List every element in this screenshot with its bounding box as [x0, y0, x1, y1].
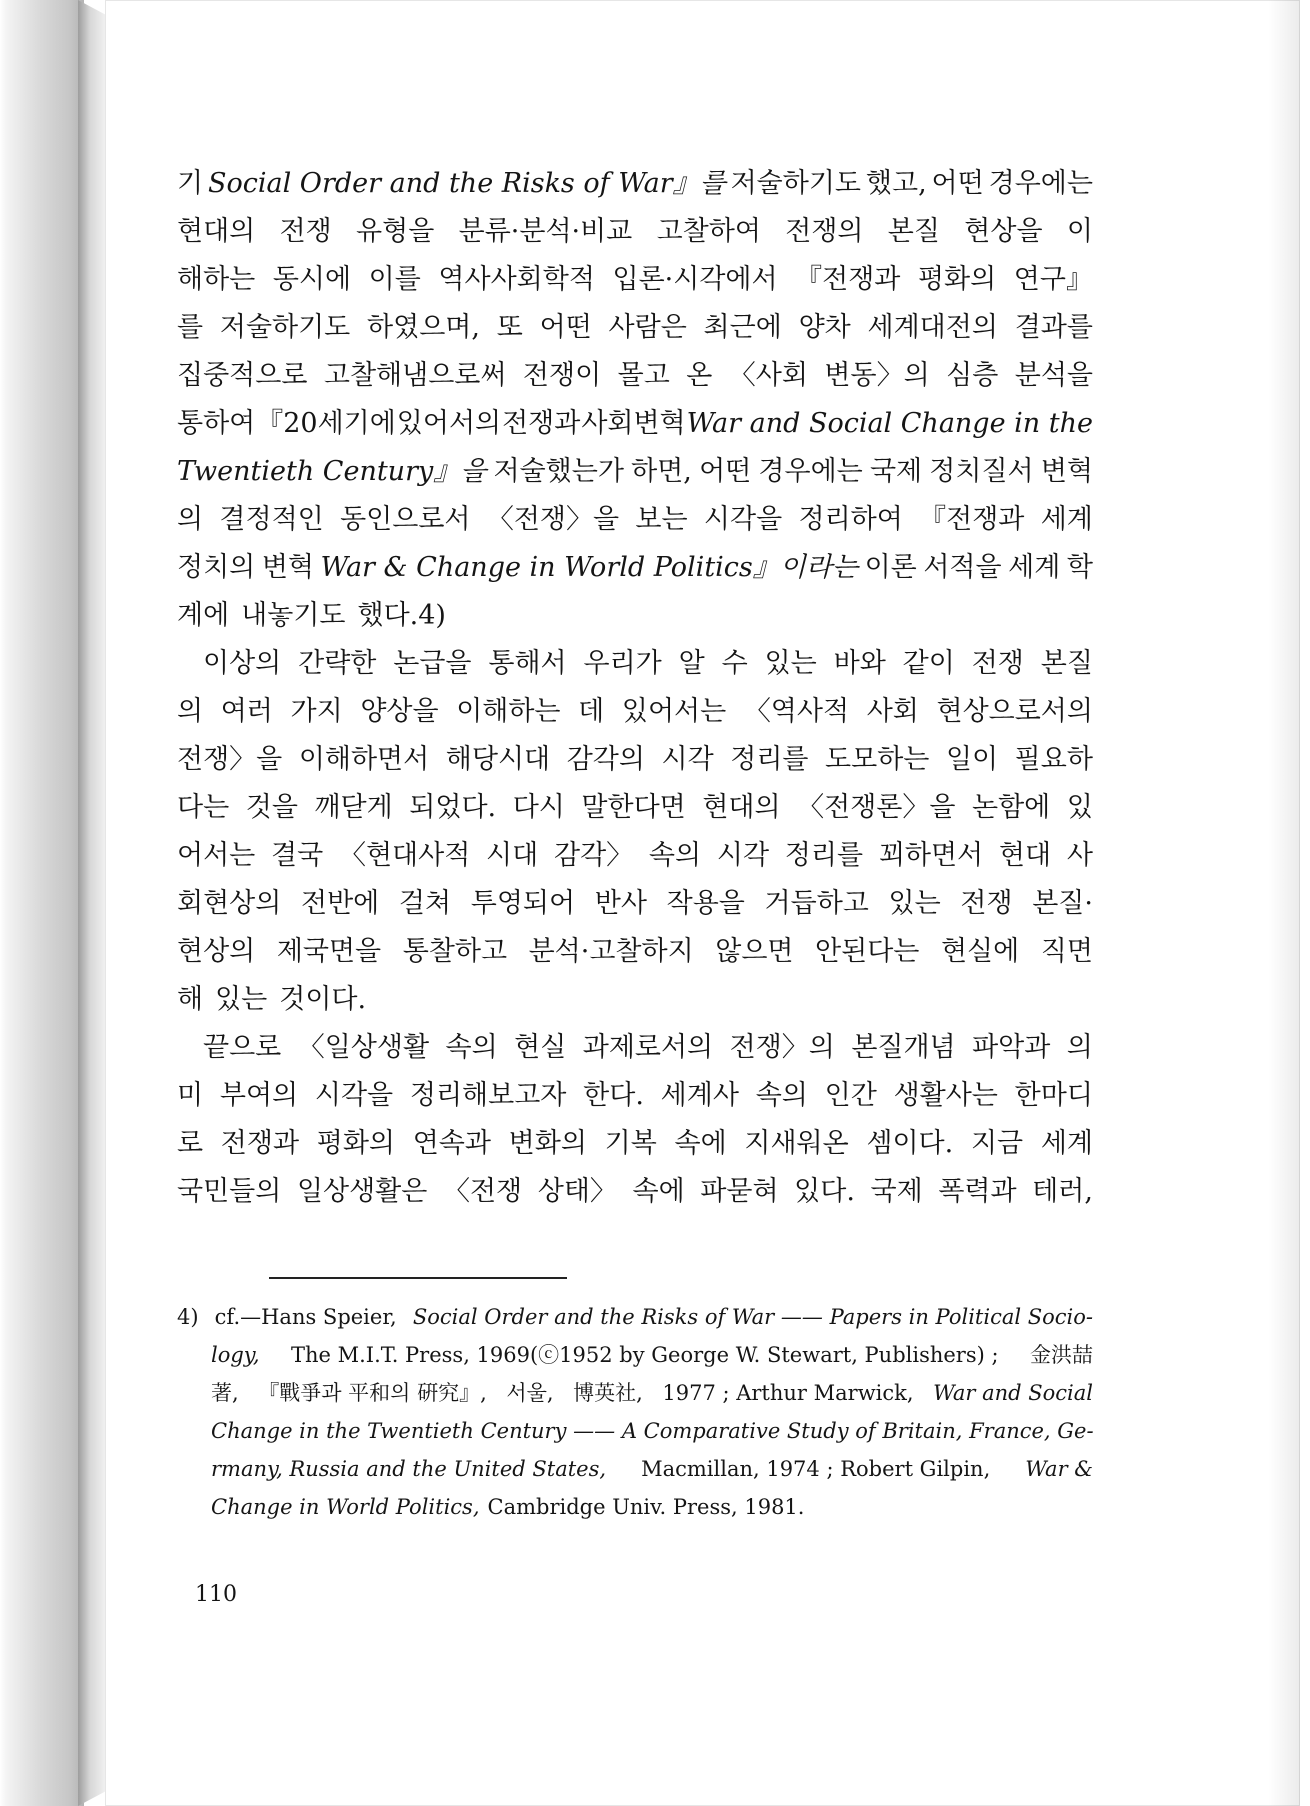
word: 시각을 — [703, 504, 783, 535]
word: 통찰하고 — [402, 936, 508, 967]
word: 작용을 — [666, 888, 745, 919]
word: 최근에 — [703, 312, 782, 343]
title-italic: Social Order and the Risks of War』를 — [207, 168, 726, 199]
word: 변혁 — [1040, 456, 1093, 487]
word: 내놓기도 — [241, 600, 346, 631]
word: 사 — [1066, 840, 1093, 871]
footnote-text: 金洪喆 — [1030, 1343, 1093, 1367]
title-italic: War and Social Change in the — [686, 408, 1093, 439]
word: 평화의 — [316, 1128, 395, 1159]
word: 간략한 — [298, 648, 377, 679]
word: 것이다. — [279, 984, 367, 1015]
title-italic: Twentieth Century』을 — [177, 456, 487, 487]
word: 『전쟁과 — [795, 264, 901, 295]
word: 알 — [678, 648, 705, 679]
word: 같이 — [902, 648, 955, 679]
word: 데 — [578, 696, 605, 727]
word: 해 — [177, 984, 204, 1015]
word: 평화의 — [917, 264, 997, 295]
word: 수 — [721, 648, 748, 679]
word: 미 — [177, 1080, 204, 1111]
word: 있어서의 — [396, 408, 502, 439]
word: 속의 — [755, 1080, 808, 1111]
word: 국제 — [869, 456, 923, 487]
text-line — [177, 256, 1093, 304]
footnote-line — [177, 1488, 1093, 1526]
word: 심층 — [946, 360, 999, 391]
word: 폭력과 — [938, 1176, 1017, 1207]
word: 바와 — [833, 648, 886, 679]
footnote-text: 1977 ; Arthur Marwick, — [662, 1381, 914, 1405]
word: 제국면을 — [276, 936, 382, 967]
text-line — [177, 400, 1093, 448]
footnote — [177, 1298, 1093, 1526]
word: 거듭하고 — [764, 888, 869, 919]
word: 정리를 — [784, 840, 864, 871]
word: 정치의 — [177, 552, 256, 583]
word: 역사사회학적 — [438, 264, 595, 295]
text-line — [177, 736, 1093, 784]
word: 감각〉 — [553, 840, 634, 871]
word: 유형을 — [356, 216, 435, 247]
word: 세계대전의 — [867, 312, 998, 343]
word: 세계 — [1008, 552, 1061, 583]
word: 사회 — [866, 696, 919, 727]
word: 〈전쟁〉을 — [486, 504, 620, 535]
footnote-text: 『戰爭과 平和의 硏究』, — [258, 1381, 487, 1405]
word: 논함에 — [972, 792, 1051, 823]
word: 했고, — [865, 168, 927, 199]
word: 상태〉 — [537, 1176, 617, 1207]
word: 로 — [177, 1128, 204, 1159]
word: 몰고 — [617, 360, 670, 391]
word: 해당시대 — [445, 744, 551, 775]
word: 변화의 — [508, 1128, 587, 1159]
word: 동인으로서 — [340, 504, 471, 535]
word: 현실 — [514, 1032, 567, 1063]
word: 또 — [496, 312, 523, 343]
word: 정리하여 — [798, 504, 903, 535]
word: 생활사는 — [893, 1080, 998, 1111]
word: 일이 — [945, 744, 999, 775]
text-line — [177, 352, 1093, 400]
footnote-line — [177, 1412, 1093, 1450]
word: 고찰하여 — [656, 216, 761, 247]
word: 반사 — [594, 888, 647, 919]
text-line — [177, 592, 1093, 640]
word: 현대 — [998, 840, 1052, 871]
word: 〈전쟁론〉을 — [797, 792, 956, 823]
word: 정리해보고자 — [409, 1080, 567, 1111]
word: 안된다는 — [815, 936, 920, 967]
word: 경우에는 — [758, 456, 863, 487]
word: 부여의 — [219, 1080, 299, 1111]
page-edge-shade — [1268, 0, 1300, 1806]
word: 회현상의 — [177, 888, 282, 919]
word: 되었다. — [409, 792, 497, 823]
text-line — [177, 1072, 1093, 1120]
footnote-text: The M.I.T. Press, 1969(ⓒ1952 by George W. Stewart, Publishers) ; — [290, 1343, 999, 1367]
word: 현상으로서의 — [936, 696, 1093, 727]
word: 다는 — [177, 792, 230, 823]
word: 『20세기에 — [256, 408, 396, 439]
word: 인간 — [824, 1080, 877, 1111]
word: 현상의 — [177, 936, 256, 967]
word: 분석을 — [1014, 360, 1093, 391]
word: 어떤 — [931, 168, 984, 199]
word: 고찰해냄으로써 — [323, 360, 507, 391]
word: 전쟁의 — [785, 216, 864, 247]
word: 셈이다. — [866, 1128, 954, 1159]
word: 결국 — [271, 840, 324, 871]
word: 저술하기도 — [730, 168, 862, 199]
text-line — [177, 1024, 1093, 1072]
word: 보는 — [635, 504, 688, 535]
word: 세계 — [1040, 1128, 1093, 1159]
word: 이해하면서 — [298, 744, 430, 775]
word: 의 — [177, 696, 204, 727]
word: 세계사 — [660, 1080, 739, 1111]
word: 전쟁이 — [522, 360, 602, 391]
word: 전쟁〉을 — [177, 744, 283, 775]
footnote-title-italic: rmany, Russia and the United States, — [211, 1457, 607, 1481]
footnote-title-italic: logy, — [211, 1343, 260, 1367]
word: 온 — [686, 360, 713, 391]
word: 속의 — [648, 840, 702, 871]
word: 저술하기도 — [219, 312, 351, 343]
word: 현실에 — [940, 936, 1020, 967]
word: 변동〉의 — [824, 360, 930, 391]
word: 한마디 — [1014, 1080, 1093, 1111]
word: 세계 — [1040, 504, 1093, 535]
word: 논급을 — [393, 648, 472, 679]
word: 변혁 — [261, 552, 314, 583]
word: 현대의 — [177, 216, 256, 247]
word: 끝으로 — [203, 1032, 282, 1063]
word: 현상을 — [964, 216, 1043, 247]
text-line — [177, 880, 1093, 928]
word: 시각 — [716, 840, 770, 871]
word: 필요하 — [1014, 744, 1093, 775]
word: 전쟁 — [971, 648, 1024, 679]
word: 과제로서의 — [582, 1032, 714, 1063]
word: 시각을 — [314, 1080, 394, 1111]
text-line — [177, 448, 1093, 496]
word: 도모하는 — [825, 744, 930, 775]
word: 이해하는 — [456, 696, 561, 727]
word: 이 — [1066, 216, 1093, 247]
word: 양상을 — [360, 696, 439, 727]
footnote-text: Macmillan, 1974 ; Robert Gilpin, — [641, 1457, 991, 1481]
title-italic: War & Change in World Politics』이라는 — [320, 552, 859, 583]
word: 테러, — [1032, 1176, 1093, 1207]
word: 파묻혀 — [700, 1176, 779, 1207]
word: 〈전쟁 — [442, 1176, 523, 1207]
footnote-number: 4) — [177, 1305, 199, 1329]
word: 가지 — [290, 696, 343, 727]
text-line — [177, 1120, 1093, 1168]
word: 기복 — [604, 1128, 657, 1159]
book-edge — [78, 0, 108, 1806]
word: 있다. — [794, 1176, 855, 1207]
word: 시대 — [486, 840, 539, 871]
word: 의 — [1066, 1032, 1093, 1063]
word: 전쟁 — [279, 216, 332, 247]
word: 시각 — [661, 744, 714, 775]
footnote-line — [177, 1450, 1093, 1488]
word: 결정적인 — [219, 504, 324, 535]
word: 계에 — [177, 600, 230, 631]
word: 해하는 — [177, 264, 256, 295]
word: 정치질서 — [929, 456, 1034, 487]
word: 정리를 — [730, 744, 809, 775]
footnote-text: 博英社, — [573, 1381, 643, 1405]
word: 국민들의 — [177, 1176, 282, 1207]
footnote-line — [177, 1336, 1093, 1374]
word: 서적을 — [923, 552, 1002, 583]
word: 지금 — [970, 1128, 1024, 1159]
body-text — [177, 160, 1093, 1216]
word: 분석·고찰하지 — [528, 936, 694, 967]
word: 〈일상생활 — [297, 1032, 430, 1063]
word: 우리가 — [583, 648, 662, 679]
word: 어서는 — [177, 840, 256, 871]
word: 꾀하면서 — [878, 840, 984, 871]
word: 감각의 — [566, 744, 645, 775]
word: 전반에 — [301, 888, 380, 919]
footnote-text: 서울, — [506, 1381, 554, 1405]
word: 속에 — [674, 1128, 727, 1159]
footnote-text: Cambridge Univ. Press, 1981. — [487, 1495, 805, 1519]
word: 속에 — [632, 1176, 685, 1207]
text-line — [177, 544, 1093, 592]
footnote-line — [177, 1298, 1093, 1336]
word: 입론·시각에서 — [612, 264, 778, 295]
word: 양차 — [798, 312, 851, 343]
word: 통해서 — [488, 648, 567, 679]
word: 하면, — [631, 456, 692, 487]
footnote-text: 著, — [211, 1381, 239, 1405]
footnote-title-italic: War and Social — [933, 1381, 1093, 1405]
word: 를 — [177, 312, 204, 343]
word: 있는 — [888, 888, 941, 919]
text-line — [177, 160, 1093, 208]
word: 있 — [1066, 792, 1093, 823]
word: 한다. — [583, 1080, 644, 1111]
word: 하였으며, — [367, 312, 480, 343]
text-line — [177, 976, 1093, 1024]
word: 걸쳐 — [398, 888, 452, 919]
text-line — [177, 928, 1093, 976]
text-line — [177, 1168, 1093, 1216]
word: 연속과 — [412, 1128, 491, 1159]
word: 것을 — [245, 792, 298, 823]
word: 깨닫게 — [314, 792, 393, 823]
word: 국제 — [870, 1176, 923, 1207]
text-line — [177, 496, 1093, 544]
text-line — [177, 688, 1093, 736]
word: 현대의 — [702, 792, 781, 823]
text-line — [177, 640, 1093, 688]
footnote-reference: 했다.4) — [357, 600, 446, 631]
word: 전쟁과 — [502, 408, 581, 439]
text-line — [177, 304, 1093, 352]
word: 본질 — [887, 216, 940, 247]
text-line — [177, 784, 1093, 832]
footnote-text: cf.—Hans Speier, — [214, 1305, 397, 1329]
word: 기 — [177, 168, 204, 199]
word: 여러 — [220, 696, 273, 727]
word: 경우에는 — [988, 168, 1093, 199]
word: 투영되어 — [470, 888, 576, 919]
word: 연구』 — [1013, 264, 1093, 295]
word: 어떤 — [539, 312, 592, 343]
word: 전쟁과 — [220, 1128, 300, 1159]
word: 이상의 — [203, 648, 282, 679]
word: 지새워온 — [744, 1128, 849, 1159]
word: 이를 — [368, 264, 421, 295]
word: 있는 — [764, 648, 817, 679]
word: 학 — [1066, 552, 1093, 583]
word: 말한다면 — [581, 792, 686, 823]
footnote-title-italic: Change in the Twentieth Century —— A Comparative Study of Britain, France, Ge- — [211, 1419, 1094, 1443]
word: 다시 — [512, 792, 565, 823]
word: 속의 — [445, 1032, 498, 1063]
word: 의 — [177, 504, 204, 535]
word: 분류·분석·비교 — [458, 216, 633, 247]
footnote-separator — [269, 1277, 567, 1279]
word: 있어서는 — [621, 696, 727, 727]
word: 이론 — [864, 552, 917, 583]
word: 결과를 — [1014, 312, 1093, 343]
word: 본질 — [1040, 648, 1093, 679]
footnote-title-italic: Social Order and the Risks of War —— Papers in Political Socio- — [412, 1305, 1093, 1329]
word: 통하여 — [177, 408, 256, 439]
word: 〈사회 — [728, 360, 808, 391]
word: 일상생활은 — [296, 1176, 428, 1207]
word: 동시에 — [272, 264, 352, 295]
word: 〈현대사적 — [338, 840, 471, 871]
word: 『전쟁과 — [919, 504, 1025, 535]
page-number: 110 — [195, 1582, 237, 1607]
word: 집중적으로 — [177, 360, 308, 391]
word: 직면 — [1040, 936, 1093, 967]
word: 본질· — [1032, 888, 1093, 919]
word: 저술했는가 — [493, 456, 624, 487]
word: 있는 — [215, 984, 268, 1015]
word: 본질개념 — [851, 1032, 956, 1063]
word: 않으면 — [715, 936, 794, 967]
footnote-line — [177, 1374, 1093, 1412]
word: 사람은 — [608, 312, 687, 343]
book-spine-shadow — [0, 0, 84, 1806]
word: 〈역사적 — [743, 696, 850, 727]
word: 전쟁〉의 — [729, 1032, 835, 1063]
word: 사회변혁 — [581, 408, 686, 439]
footnote-title-italic: Change in World Politics, — [211, 1495, 480, 1519]
text-line — [177, 832, 1093, 880]
word: 어떤 — [699, 456, 752, 487]
word: 전쟁 — [960, 888, 1013, 919]
footnote-title-italic: War & — [1025, 1457, 1093, 1481]
text-line — [177, 208, 1093, 256]
word: 파악과 — [972, 1032, 1051, 1063]
